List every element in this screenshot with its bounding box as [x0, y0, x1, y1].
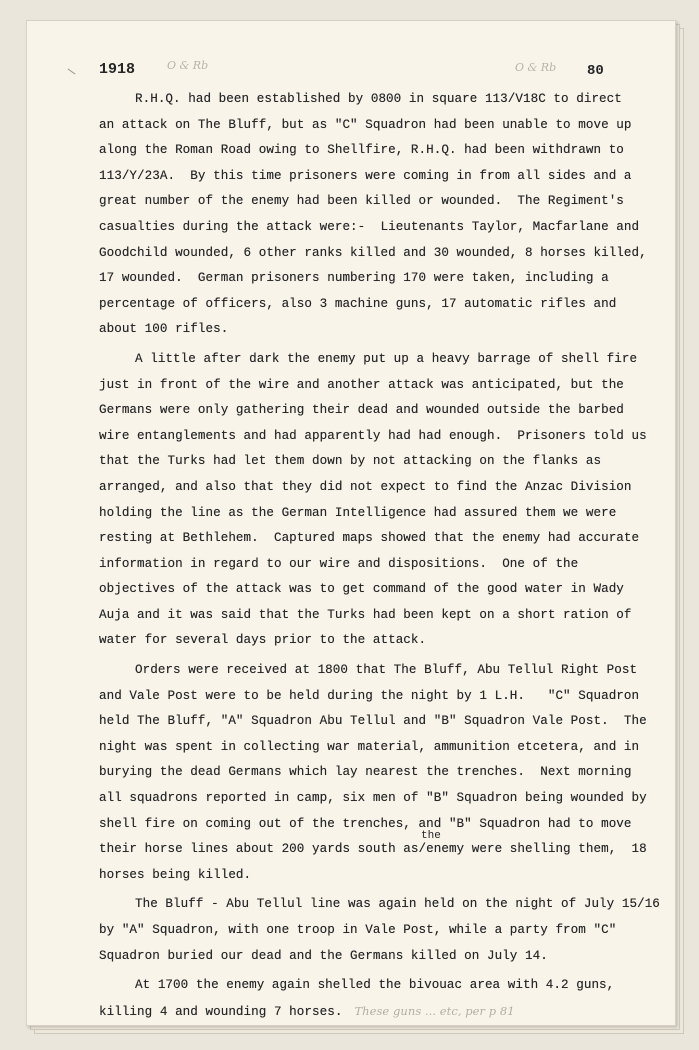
text-line: about 100 rifles.	[99, 322, 229, 337]
text-line: Goodchild wounded, 6 other ranks killed and 30 wounded, 8 horses killed,	[99, 245, 647, 260]
paragraph	[99, 892, 669, 969]
text-line: Orders were received at 1800 that The Bluff, Abu Tellul Right Post	[135, 663, 638, 678]
text-line: horses being killed.	[99, 867, 252, 882]
paragraph	[99, 973, 669, 1024]
text-line: water for several days prior to the attack.	[99, 633, 427, 648]
text-line-content: killing 4 and wounding 7 horses.	[99, 1004, 343, 1019]
text-line: resting at Bethlehem. Captured maps showed that the enemy had accurate	[99, 531, 640, 546]
text-line: shell fire on coming out of the trenches, and "B" Squadron had to move	[99, 816, 632, 831]
text-line: burying the dead Germans which lay nearest the trenches. Next morning	[99, 765, 632, 780]
text-line: arranged, and also that they did not expect to find the Anzac Division	[99, 479, 632, 494]
text-line: holding the line as the German Intelligence had assured them we were	[99, 505, 617, 520]
paragraph	[99, 658, 669, 888]
text-line: their horse lines about 200 yards south as/enemy were shelling them, 18	[99, 842, 647, 857]
typescript-page	[26, 20, 676, 1026]
text-line: The Bluff - Abu Tellul line was again held on the night of July 15/16	[135, 897, 660, 912]
text-line: casualties during the attack were:- Lieutenants Taylor, Macfarlane and	[99, 219, 640, 234]
pencil-mark	[68, 69, 76, 75]
text-line: percentage of officers, also 3 machine guns, 17 automatic rifles and	[99, 296, 617, 311]
pencil-annotation-right: O & Rb	[515, 61, 557, 74]
text-line: that the Turks had let them down by not attacking on the flanks as	[99, 454, 602, 469]
page-year: 1918	[99, 61, 136, 78]
text-line: R.H.Q. had been established by 0800 in square 113/V18C to direct	[135, 92, 622, 106]
text-line: all squadrons reported in camp, six men of "B" Squadron being wounded by	[99, 791, 647, 806]
text-line: A little after dark the enemy put up a heavy barrage of shell fire	[135, 351, 638, 366]
text-line: Squadron buried our dead and the Germans killed on July 14.	[99, 948, 548, 963]
text-line: just in front of the wire and another attack was anticipated, but the	[99, 377, 624, 392]
text-line: 17 wounded. German prisoners numbering 170 were taken, including a	[99, 271, 609, 286]
text-line: Auja and it was said that the Turks had been kept on a short ration of	[99, 607, 632, 622]
text-line: held The Bluff, "A" Squadron Abu Tellul and "B" Squadron Vale Post. The	[99, 714, 647, 729]
text-line: Germans were only gathering their dead and wounded outside the barbed	[99, 403, 624, 418]
pencil-annotation-left: O & Rb	[167, 59, 209, 72]
paragraph	[99, 87, 669, 343]
paragraph	[99, 347, 669, 654]
text-line	[99, 999, 669, 1025]
interlinear-insertion: the	[421, 830, 441, 843]
text-line: and Vale Post were to be held during the night by 1 L.H. "C" Squadron	[99, 688, 640, 703]
text-line: At 1700 the enemy again shelled the bivouac area with 4.2 guns,	[135, 978, 615, 993]
document-body	[99, 87, 669, 1024]
page-number: 80	[587, 63, 604, 79]
text-line: an attack on The Bluff, but as "C" Squadron had been unable to move up	[99, 117, 632, 132]
text-line: wire entanglements and had apparently had had enough. Prisoners told us	[99, 428, 647, 443]
text-line: night was spent in collecting war material, ammunition etcetera, and in	[99, 739, 640, 754]
text-line: by "A" Squadron, with one troop in Vale Post, while a party from "C"	[99, 923, 617, 937]
text-line: objectives of the attack was to get command of the good water in Wady	[99, 582, 624, 597]
pencil-margin-note: These guns ... etc, per p 81	[354, 1003, 515, 1018]
text-line: along the Roman Road owing to Shellfire, R.H.Q. had been withdrawn to	[99, 143, 624, 158]
text-line: 113/Y/23A. By this time prisoners were coming in from all sides and a	[99, 168, 632, 183]
text-line: great number of the enemy had been killed or wounded. The Regiment's	[99, 194, 624, 209]
text-line: information in regard to our wire and dispositions. One of the	[99, 556, 579, 571]
